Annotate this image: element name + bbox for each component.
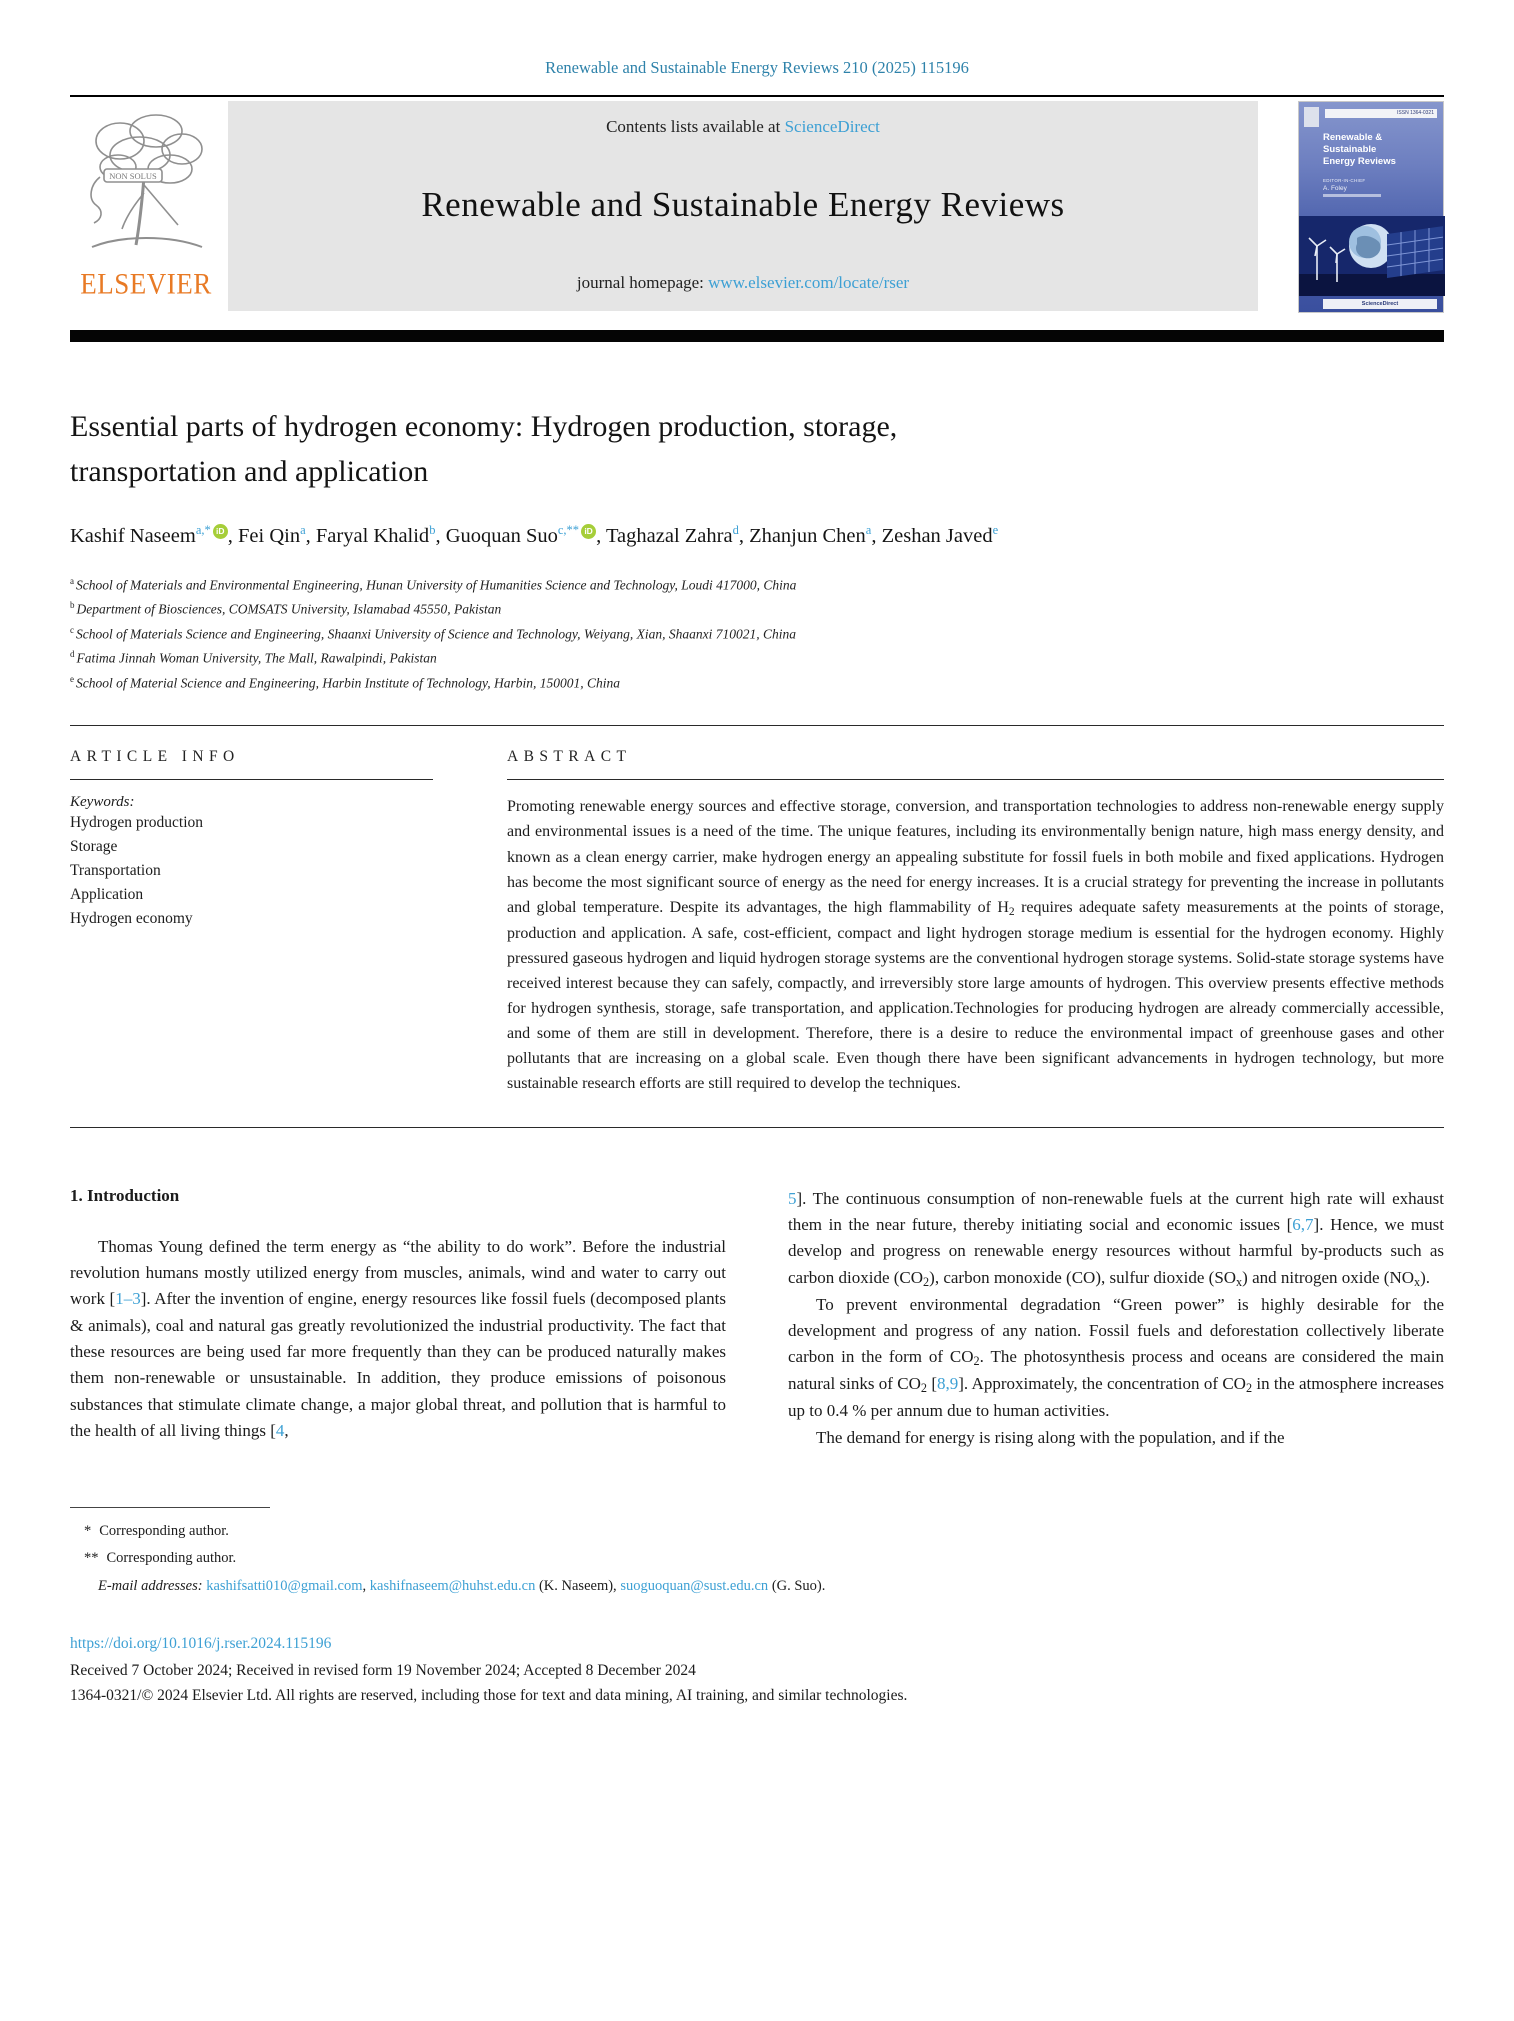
author: Fei Qin$^a$, [238,523,316,547]
author-sup[interactable]: c,** [557,523,580,538]
body-left-column [70,1186,726,1451]
info-abstract-section [70,725,1444,1127]
author: Faryal Khalid$^b$, [315,523,446,547]
text-segment: E-mail addresses: [98,1578,207,1595]
text-segment: ), carbon monoxide (CO), sulfur dioxide (SO [929,1267,1237,1287]
keyword: Transportation [70,862,161,880]
author: Taghazal Zahra$^d$, [605,523,750,547]
email-addresses-line [70,1573,1444,1601]
text-segment: [ [927,1374,937,1394]
body-right-column [788,1186,1444,1451]
contents-line [606,117,880,137]
affiliation-list [70,573,1444,696]
copyright-line: 1364-0321/© 2024 Elsevier Ltd. All rights are reserved, including those for text and data mining, AI training, and similar technologies. [70,1686,908,1704]
elsevier-motto-text: NON SOLUS [109,171,157,181]
inline-link[interactable]: suoguoquan@sust.edu.cn [620,1578,769,1595]
intro-paragraph [788,1425,1444,1451]
author: Kashif Naseem$^{a,*}$ iD , [70,523,238,547]
intro-paragraph [788,1292,1444,1425]
text-segment: x [1236,1274,1243,1289]
inline-link[interactable]: 4 [275,1420,285,1440]
doi-link[interactable]: https://doi.org/10.1016/j.rser.2024.115196 [70,1634,332,1652]
text-segment: ]. Approximately, the concentration of CO [958,1374,1246,1394]
cover-bottom-bar [1323,299,1437,309]
inline-link[interactable]: 8,9 [937,1374,959,1394]
footnote-block [70,1507,1444,1601]
author: Zeshan Javed$^e$ [881,523,999,547]
cover-issn: ISSN 1364-0321 [1397,110,1434,116]
affiliation: $^d$ Fatima Jinnah Woman University, The Mall, Rawalpindi, Pakistan [70,649,437,666]
text-segment: ]. Hence, we must develop and progress on renewable energy resources without harmful by-products such as carbon dioxide (CO [788,1214,1444,1287]
abstract-heading: ABSTRACT [507,748,1444,780]
section-heading-introduction: 1. Introduction [70,1185,180,1205]
article-info-heading: ARTICLE INFO [70,748,433,780]
text-segment: 2 [1008,905,1015,918]
intro-paragraph [788,1186,1444,1292]
text-segment: (G. Suo). [768,1578,826,1595]
author-sup[interactable]: e [992,523,999,538]
text-segment: . The photosynthesis process and oceans are considered the main natural sinks of CO [788,1347,1444,1394]
author-list [70,520,1015,553]
text-segment: x [1414,1274,1421,1289]
text-segment: , [362,1578,370,1595]
abstract-column [507,748,1444,1096]
inline-link[interactable]: kashifsatti010@gmail.com [206,1578,363,1595]
text-segment: 2 [923,1274,930,1289]
footnote-corresponding-2: ** Corresponding author. [84,1550,237,1567]
homepage-link[interactable]: www.elsevier.com/locate/rser [708,273,910,292]
affiliation: $^e$ School of Material Science and Engineering, Harbin Institute of Technology, Harbin, 150001, China [70,673,620,691]
inline-link[interactable]: 1–3 [115,1289,141,1309]
keyword: Application [70,886,144,904]
text-segment: ) and nitrogen oxide (NO [1242,1267,1415,1287]
author-sup[interactable]: d [732,523,739,538]
abstract-text [507,794,1444,1096]
sciencedirect-link[interactable]: ScienceDirect [784,117,880,136]
cover-title: Renewable & Sustainable Energy Reviews [1323,132,1396,167]
text-segment: (K. Naseem), [535,1578,621,1595]
homepage-prefix: journal homepage: [576,273,709,292]
text-segment: , [284,1420,289,1440]
cover-elsevier-mark-icon [1304,107,1319,127]
inline-link[interactable]: 5 [788,1188,797,1208]
footnote-corresponding-1: * Corresponding author. [84,1522,229,1539]
journal-banner [228,101,1258,311]
affiliation: $^c$ School of Materials Science and Engineering, Shaanxi University of Science and Technology, Weiyang, Xian, Shaanxi 710021, China [70,624,797,642]
text-segment: ]. The continuous consumption of non-renewable fuels at the current high rate will exhaust them in the near future, thereby initiating social and economic issues [ [788,1188,1444,1234]
author-sup[interactable]: b [429,523,436,538]
keyword: Hydrogen economy [70,910,193,928]
contents-prefix: Contents lists available at [606,117,785,136]
author-sup[interactable]: a,* [195,523,211,538]
orcid-icon[interactable]: iD [213,524,228,539]
text-segment: requires adequate safety measurements at the points of storage, production and application. A safe, cost-efficient, compact and light hydrogen storage medium is essential for the hydrogen economy. Highly pressured gaseous hydrogen and liquid hydrogen storage systems are the conventional hydrogen storage systems. Solid-state storage systems have received interest because they can safely, compactly, and irreversibly store large amounts of hydrogen. This overview presents effective methods for hydrogen synthesis, storage, safe transportation, and application.Technologies for producing hydrogen are already commercially accessible, and some of them are still in development. Therefore, there is a desire to reduce the environmental impact of greenhouse gases and other pollutants that are increasing on a global scale. Even though there have been significant advancements in hydrogen technology, but more sustainable research efforts are still required to develop the techniques. [507,898,1444,1093]
affiliation: $^b$ Department of Biosciences, COMSATS University, Islamabad 45550, Pakistan [70,600,502,617]
divider-thick-bar [70,330,1444,342]
text-segment: 2 [920,1381,928,1396]
text-segment: Thomas Young defined the term energy as “the ability to do work”. Before the industrial revolution humans mostly utilized energy from muscles, animals, wind and water to carry out work [ [70,1236,726,1309]
author: Guoquan Suo$^{c,**}$ iD , [445,523,606,547]
author-sup[interactable]: a [865,523,872,538]
cover-photo-illustration [1299,216,1445,296]
article-title: Essential parts of hydrogen economy: Hydrogen production, storage, transportation and application [70,410,898,488]
cover-issn-bar [1325,109,1437,118]
elsevier-wordmark: ELSEVIER [80,267,212,301]
intro-paragraph [70,1234,726,1445]
elsevier-tree-icon [82,107,210,265]
affiliation: $^a$ School of Materials and Environmental Engineering, Hunan University of Humanities Science and Technology, Loudi 417000, China [70,575,797,593]
text-segment: 2 [1245,1381,1253,1396]
author: Zhanjun Chen$^a$, [749,523,882,547]
running-head: Renewable and Sustainable Energy Reviews 210 (2025) 115196 [545,58,969,77]
inline-link[interactable]: kashifnaseem@huhst.edu.cn [369,1578,536,1595]
text-segment: To prevent environmental degradation “Green power” is highly desirable for the development and progress of any nation. Fossil fuels and deforestation collectively liberate carbon in the form of CO [788,1294,1444,1367]
journal-title: Renewable and Sustainable Energy Reviews [421,185,1065,224]
elsevier-logo [70,101,222,313]
author-sup[interactable]: a [300,523,306,538]
keyword: Storage [70,838,118,856]
keyword: Hydrogen production [70,814,204,832]
orcid-icon[interactable]: iD [581,524,596,539]
text-segment: ). [1420,1267,1431,1287]
text-segment: Promoting renewable energy sources and effective storage, conversion, and transportation technologies to address non-renewable energy supply and environmental issues is a need of the time. The unique features, including its environmentally benign nature, high mass energy density, and known as a clean energy carrier, make hydrogen energy an appealing substitute for fossil fuels in both mobile and fixed applications. Hydrogen has become the most significant source of energy as the need for energy increases. It is a crucial strategy for preventing the increase in pollutants and global temperature. Despite its advantages, the high flammability of H [507,798,1444,916]
article-info-column [70,748,433,1096]
journal-cover-thumbnail [1298,101,1444,313]
keywords-label: Keywords: [70,794,135,811]
text-segment: 2 [973,1354,980,1369]
cover-editor-affil-bar [1323,194,1381,197]
journal-header [70,95,1444,313]
inline-link[interactable]: 6,7 [1292,1214,1314,1234]
text-segment: ]. After the invention of engine, energy resources like fossil fuels (decomposed plants & animals), coal and natural gas greatly revolutionized the industrial productivity. The fact that these resources are being used far more frequently than they can be produced naturally makes them non-renewable or unsustainable. In addition, they produce emissions of poisonous substances that stimulate climate change, a major global threat, and pollution that is harmful to the health of all living things [ [70,1289,726,1440]
text-segment: in the atmosphere increases up to 0.4 % per annum due to human activities. [788,1374,1444,1421]
homepage-line [577,273,909,293]
body-columns [70,1186,1444,1451]
cover-sciencedirect-label: ScienceDirect [1361,301,1399,307]
received-dates-line: Received 7 October 2024; Received in revised form 19 November 2024; Accepted 8 December 2024 [70,1661,696,1679]
footnote-rule [70,1507,270,1508]
text-segment: The demand for energy is rising along with the population, and if the [816,1427,1285,1447]
cover-editor: EDITOR-IN-CHIEF A. Foley [1323,178,1381,197]
